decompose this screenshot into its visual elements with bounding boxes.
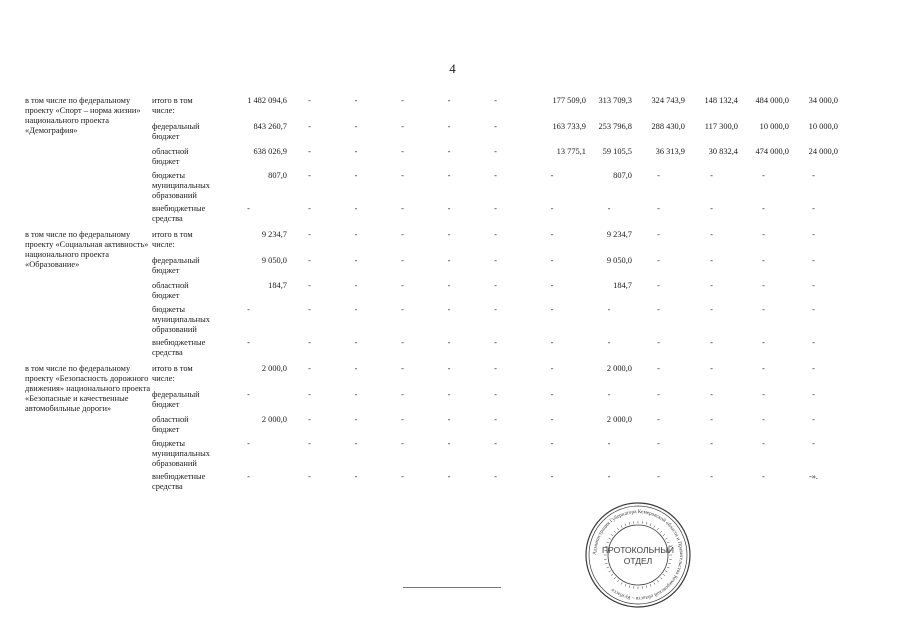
year-value: - <box>494 122 497 131</box>
year-value: - <box>494 415 497 424</box>
year-value: - <box>494 390 497 399</box>
year-value: 288 430,0 <box>651 122 685 131</box>
year-value: - <box>657 415 660 424</box>
year-value: - <box>308 122 311 131</box>
funding-source: федеральный бюджет <box>152 390 200 409</box>
year-value: - <box>762 338 765 347</box>
year-value: - <box>494 364 497 373</box>
year-value: - <box>657 439 660 448</box>
year-value: - <box>657 204 660 213</box>
year-value: 148 132,4 <box>704 96 738 105</box>
year-value: - <box>812 439 815 448</box>
page-number: 4 <box>449 61 456 76</box>
year-value: - <box>710 338 713 347</box>
year-value: - <box>762 439 765 448</box>
year-value: - <box>447 439 451 448</box>
total-value: 9 050,0 <box>261 256 287 265</box>
year-value: - <box>762 390 765 399</box>
funding-source: внебюджетные средства <box>152 204 206 223</box>
funding-source: внебюджетные средства <box>152 338 206 357</box>
budget-table <box>25 96 838 498</box>
year-value: 9 234,7 <box>606 230 632 239</box>
year-value: - <box>607 204 611 213</box>
year-value: - <box>447 281 451 290</box>
year-value: - <box>762 472 765 481</box>
project-name: в том числе по федеральному проекту «Социальная активность» национального проекта «Образование» <box>25 230 149 269</box>
funding-source: бюджеты муниципальных образований <box>152 305 210 334</box>
year-value: - <box>447 364 451 373</box>
year-value: - <box>308 171 311 180</box>
year-value: - <box>812 338 815 347</box>
funding-source: итого в том числе: <box>152 230 193 249</box>
year-value: - <box>401 171 404 180</box>
year-value: - <box>447 472 451 481</box>
year-value: - <box>762 281 765 290</box>
table-row <box>25 96 838 122</box>
year-value: - <box>607 338 611 347</box>
year-value: - <box>447 147 451 156</box>
year-value: - <box>494 147 497 156</box>
stamp-ring-text: Администрация Губернатора Кемеровской области и Правительства Кемеровской области – Кузбасса <box>591 508 685 602</box>
official-stamp <box>583 500 693 610</box>
year-value: - <box>710 230 713 239</box>
year-value: 30 832,4 <box>708 147 738 156</box>
year-value: - <box>550 415 554 424</box>
funding-source: бюджеты муниципальных образований <box>152 171 210 200</box>
year-value: - <box>447 338 451 347</box>
year-value: - <box>607 390 611 399</box>
year-value: 253 796,8 <box>598 122 632 131</box>
year-value: - <box>401 338 404 347</box>
funding-source: областной бюджет <box>152 415 189 434</box>
year-value: 34 000,0 <box>808 96 838 105</box>
year-value: - <box>401 122 404 131</box>
year-value: - <box>550 338 554 347</box>
year-value: 313 709,3 <box>598 96 632 105</box>
year-value: 59 105,5 <box>602 147 632 156</box>
year-value: - <box>550 256 554 265</box>
year-value: 24 000,0 <box>808 147 838 156</box>
year-value: - <box>762 171 765 180</box>
year-value: - <box>657 281 660 290</box>
year-value: - <box>710 281 713 290</box>
year-value: - <box>550 472 554 481</box>
year-value: - <box>657 390 660 399</box>
year-value: - <box>401 472 404 481</box>
year-value: - <box>762 364 765 373</box>
year-value: 474 000,0 <box>755 147 789 156</box>
year-value: - <box>550 230 554 239</box>
year-value: 177 509,0 <box>552 96 586 105</box>
year-value: - <box>607 472 611 481</box>
total-value: - <box>247 390 250 399</box>
year-value: - <box>762 305 765 314</box>
year-value: - <box>550 439 554 448</box>
year-value: 2 000,0 <box>606 415 632 424</box>
year-value: - <box>550 364 554 373</box>
total-value: - <box>247 472 250 481</box>
year-value: - <box>657 364 660 373</box>
year-value: - <box>812 390 815 399</box>
year-value: - <box>401 204 404 213</box>
year-value: - <box>354 364 358 373</box>
year-value: - <box>550 281 554 290</box>
year-value: - <box>354 147 358 156</box>
year-value: 10 000,0 <box>759 122 789 131</box>
project-name: в том числе по федеральному проекту «Спорт – норма жизни» национального проекта «Демография» <box>25 96 141 135</box>
year-value: - <box>354 305 358 314</box>
year-value: - <box>657 472 660 481</box>
year-value: - <box>607 305 611 314</box>
year-value: - <box>762 415 765 424</box>
table-row <box>25 364 838 390</box>
year-value: - <box>308 147 311 156</box>
year-value: - <box>494 256 497 265</box>
year-value: 324 743,9 <box>651 96 685 105</box>
year-value: 807,0 <box>613 171 632 180</box>
year-value: - <box>812 204 815 213</box>
funding-source: внебюджетные средства <box>152 472 206 491</box>
year-value: - <box>308 364 311 373</box>
year-value: - <box>354 230 358 239</box>
year-value: - <box>657 338 660 347</box>
funding-source: областной бюджет <box>152 147 189 166</box>
total-value: 2 000,0 <box>261 364 287 373</box>
year-value: - <box>447 204 451 213</box>
year-value: 117 300,0 <box>704 122 738 131</box>
year-value: 184,7 <box>613 281 632 290</box>
year-value: - <box>308 96 311 105</box>
year-value: - <box>401 230 404 239</box>
total-value: 1 482 094,6 <box>247 96 287 105</box>
total-value: - <box>247 305 250 314</box>
year-value: - <box>308 390 311 399</box>
year-value: - <box>710 305 713 314</box>
year-value: - <box>447 171 451 180</box>
year-value: - <box>401 281 404 290</box>
funding-source: федеральный бюджет <box>152 256 200 275</box>
funding-source: бюджеты муниципальных образований <box>152 439 210 468</box>
year-value: - <box>401 96 404 105</box>
year-value: 2 000,0 <box>606 364 632 373</box>
year-value: - <box>447 415 451 424</box>
year-value: - <box>550 171 554 180</box>
year-value: - <box>354 281 358 290</box>
year-value: 9 050,0 <box>606 256 632 265</box>
year-value: - <box>354 439 358 448</box>
year-value: - <box>354 390 358 399</box>
year-value: - <box>308 204 311 213</box>
total-value: - <box>247 204 250 213</box>
year-value: - <box>762 256 765 265</box>
stamp-center-line2: ОТДЕЛ <box>623 556 653 566</box>
year-value: - <box>401 390 404 399</box>
stamp-center-line1: ПРОТОКОЛЬНЫЙ <box>602 545 674 555</box>
total-value: - <box>247 338 250 347</box>
total-value: 638 026,9 <box>253 147 287 156</box>
year-value: - <box>710 171 713 180</box>
year-value: - <box>308 338 311 347</box>
year-value: - <box>401 439 404 448</box>
year-value: - <box>710 204 713 213</box>
year-value: - <box>494 305 497 314</box>
year-value: - <box>812 281 815 290</box>
year-value: - <box>657 256 660 265</box>
footer-divider <box>403 587 501 588</box>
funding-source: областной бюджет <box>152 281 189 300</box>
year-value: - <box>308 256 311 265</box>
year-value: - <box>401 305 404 314</box>
year-value: - <box>308 439 311 448</box>
year-value: - <box>354 96 358 105</box>
year-value: - <box>354 472 358 481</box>
year-value: - <box>550 390 554 399</box>
year-value: - <box>812 171 815 180</box>
total-value: - <box>247 439 250 448</box>
year-value: - <box>494 338 497 347</box>
year-value: - <box>308 472 311 481</box>
year-value: - <box>762 230 765 239</box>
funding-source: федеральный бюджет <box>152 122 200 141</box>
year-value: - <box>447 96 451 105</box>
year-value: - <box>354 204 358 213</box>
year-value: -». <box>808 472 819 481</box>
funding-source: итого в том числе: <box>152 96 193 115</box>
year-value: - <box>494 230 497 239</box>
year-value: - <box>494 439 497 448</box>
year-value: - <box>812 256 815 265</box>
year-value: 163 733,9 <box>552 122 586 131</box>
year-value: - <box>494 472 497 481</box>
year-value: 36 313,9 <box>655 147 685 156</box>
year-value: - <box>657 230 660 239</box>
year-value: - <box>447 305 451 314</box>
year-value: - <box>354 256 358 265</box>
year-value: - <box>812 364 815 373</box>
year-value: - <box>812 230 815 239</box>
year-value: - <box>657 171 660 180</box>
year-value: - <box>550 305 554 314</box>
total-value: 807,0 <box>268 171 287 180</box>
year-value: - <box>354 338 358 347</box>
year-value: - <box>447 230 451 239</box>
total-value: 9 234,7 <box>261 230 287 239</box>
year-value: 484 000,0 <box>755 96 789 105</box>
total-value: 2 000,0 <box>261 415 287 424</box>
year-value: - <box>447 390 451 399</box>
year-value: - <box>401 256 404 265</box>
table-row <box>25 230 838 256</box>
year-value: - <box>812 305 815 314</box>
year-value: - <box>308 230 311 239</box>
year-value: - <box>447 256 451 265</box>
year-value: - <box>710 439 713 448</box>
year-value: - <box>308 415 311 424</box>
year-value: - <box>401 364 404 373</box>
year-value: - <box>354 122 358 131</box>
year-value: - <box>762 204 765 213</box>
year-value: - <box>710 390 713 399</box>
year-value: - <box>550 204 554 213</box>
year-value: - <box>657 305 660 314</box>
year-value: - <box>401 415 404 424</box>
year-value: - <box>710 415 713 424</box>
year-value: - <box>710 472 713 481</box>
year-value: - <box>812 415 815 424</box>
year-value: - <box>494 204 497 213</box>
year-value: - <box>710 256 713 265</box>
project-name: в том числе по федеральному проекту «Безопасность дорожного движения» национального проекта «Безопасные и качественные автомобильные дороги» <box>25 364 151 413</box>
year-value: - <box>494 281 497 290</box>
year-value: - <box>710 364 713 373</box>
year-value: - <box>401 147 404 156</box>
year-value: - <box>354 171 358 180</box>
year-value: - <box>308 305 311 314</box>
year-value: - <box>354 415 358 424</box>
year-value: - <box>494 171 497 180</box>
funding-source: итого в том числе: <box>152 364 193 383</box>
year-value: 10 000,0 <box>808 122 838 131</box>
year-value: - <box>494 96 497 105</box>
year-value: - <box>308 281 311 290</box>
year-value: - <box>447 122 451 131</box>
year-value: - <box>607 439 611 448</box>
total-value: 843 260,7 <box>253 122 287 131</box>
year-value: 13 775,1 <box>556 147 586 156</box>
total-value: 184,7 <box>268 281 287 290</box>
